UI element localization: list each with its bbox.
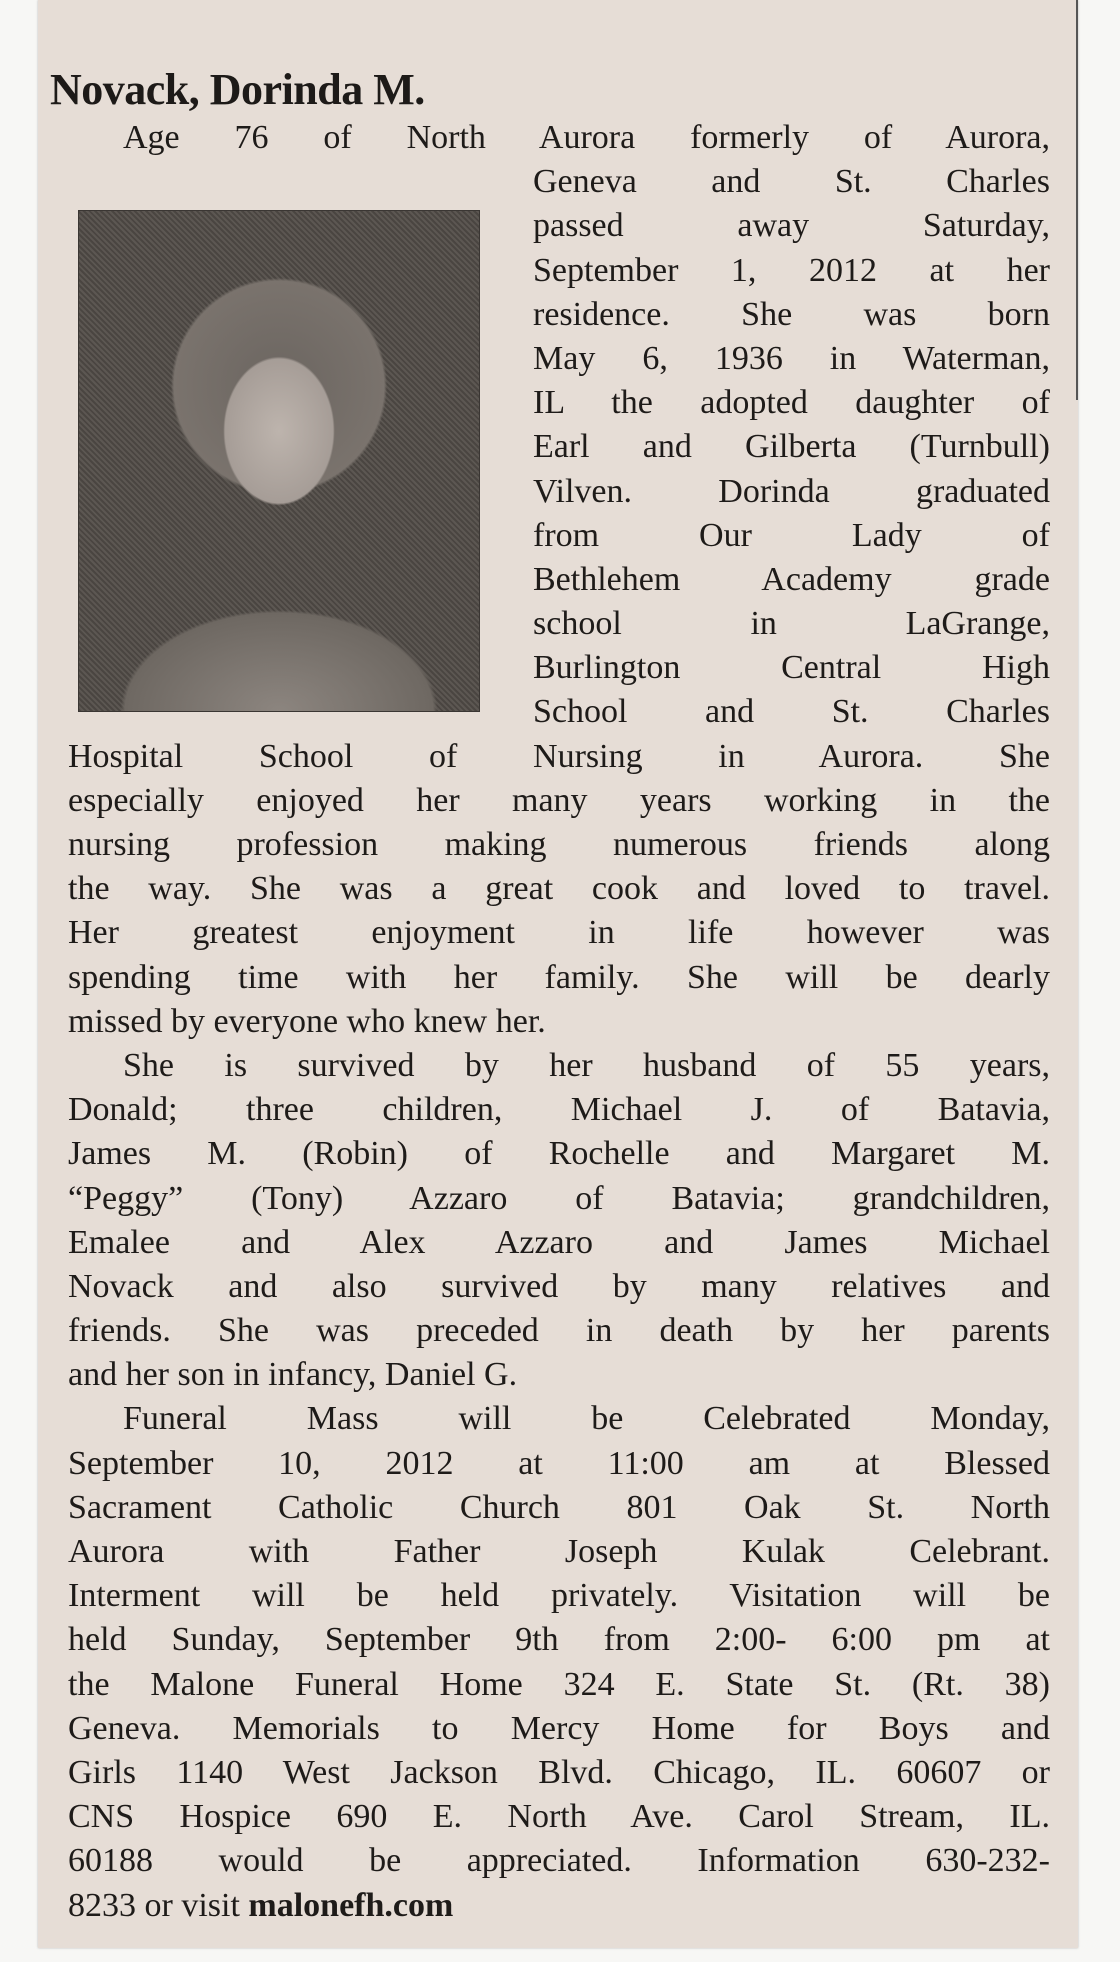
text-line: Girls 1140 West Jackson Blvd. Chicago, IL. 60607 or <box>68 1753 1050 1791</box>
text-fragment: 8233 or visit <box>68 1886 249 1924</box>
text-line: school in LaGrange, <box>533 605 1050 643</box>
text-line: Geneva. Memorials to Mercy Home for Boys and <box>68 1709 1050 1747</box>
text-line: Interment will be held privately. Visitation will be <box>68 1577 1050 1615</box>
text-line: nursing profession making numerous friends along <box>68 826 1050 863</box>
text-line: friends. She was preceded in death by her parents <box>68 1312 1050 1350</box>
text-line: from Our Lady of <box>533 516 1050 554</box>
obituary-body <box>68 116 1050 1928</box>
text-line: residence. She was born <box>533 295 1050 333</box>
text-line: missed by everyone who knew her. <box>68 1002 546 1040</box>
text-line: Sacrament Catholic Church 801 Oak St. North <box>68 1488 1050 1526</box>
text-line: spending time with her family. She will be dearly <box>68 958 1050 996</box>
text-line: the Malone Funeral Home 324 E. State St. (Rt. 38) <box>68 1665 1050 1703</box>
text-line: September 10, 2012 at 11:00 am at Blessed <box>68 1444 1050 1482</box>
website-link: malonefh.com <box>248 1886 454 1924</box>
text-line: and her son in infancy, Daniel G. <box>68 1356 518 1394</box>
text-line: Emalee and Alex Azzaro and James Michael <box>68 1223 1050 1261</box>
text-line <box>68 1884 1050 1928</box>
text-line: Her greatest enjoyment in life however was <box>68 914 1050 952</box>
text-line: Age 76 of North Aurora formerly of Aurora, <box>123 119 1050 156</box>
text-line: May 6, 1936 in Waterman, <box>533 339 1050 377</box>
text-line: Aurora with Father Joseph Kulak Celebrant. <box>68 1533 1050 1570</box>
text-line: Bethlehem Academy grade <box>533 560 1050 598</box>
text-line: Vilven. Dorinda graduated <box>533 472 1050 510</box>
text-line: held Sunday, September 9th from 2:00- 6:00 pm at <box>68 1621 1050 1659</box>
text-line: “Peggy” (Tony) Azzaro of Batavia; grandchildren, <box>68 1179 1050 1217</box>
text-line: CNS Hospice 690 E. North Ave. Carol Stream, IL. <box>68 1798 1050 1836</box>
text-line: passed away Saturday, <box>533 207 1050 245</box>
text-line: 60188 would be appreciated. Information 630-232- <box>68 1842 1050 1880</box>
text-line: Novack and also survived by many relatives and <box>68 1267 1050 1305</box>
text-line: Geneva and St. Charles <box>533 163 1050 201</box>
text-line: School and St. Charles <box>533 693 1050 731</box>
text-line: James M. (Robin) of Rochelle and Margaret M. <box>68 1135 1050 1173</box>
text-line: IL the adopted daughter of <box>533 384 1050 422</box>
text-line: She is survived by her husband of 55 years, <box>123 1046 1050 1084</box>
text-line: Funeral Mass will be Celebrated Monday, <box>123 1400 1050 1438</box>
text-line: September 1, 2012 at her <box>533 251 1050 289</box>
text-line: Donald; three children, Michael J. of Batavia, <box>68 1091 1050 1129</box>
text-line: Burlington Central High <box>533 649 1050 687</box>
obituary-name: Novack, Dorinda M. <box>50 65 425 114</box>
text-line: Hospital School of Nursing in Aurora. She <box>68 737 1050 775</box>
newspaper-clipping <box>38 0 1078 1948</box>
text-line: especially enjoyed her many years working in the <box>68 781 1050 819</box>
text-line: the way. She was a great cook and loved to travel. <box>68 870 1050 908</box>
text-line: Earl and Gilberta (Turnbull) <box>533 428 1050 466</box>
